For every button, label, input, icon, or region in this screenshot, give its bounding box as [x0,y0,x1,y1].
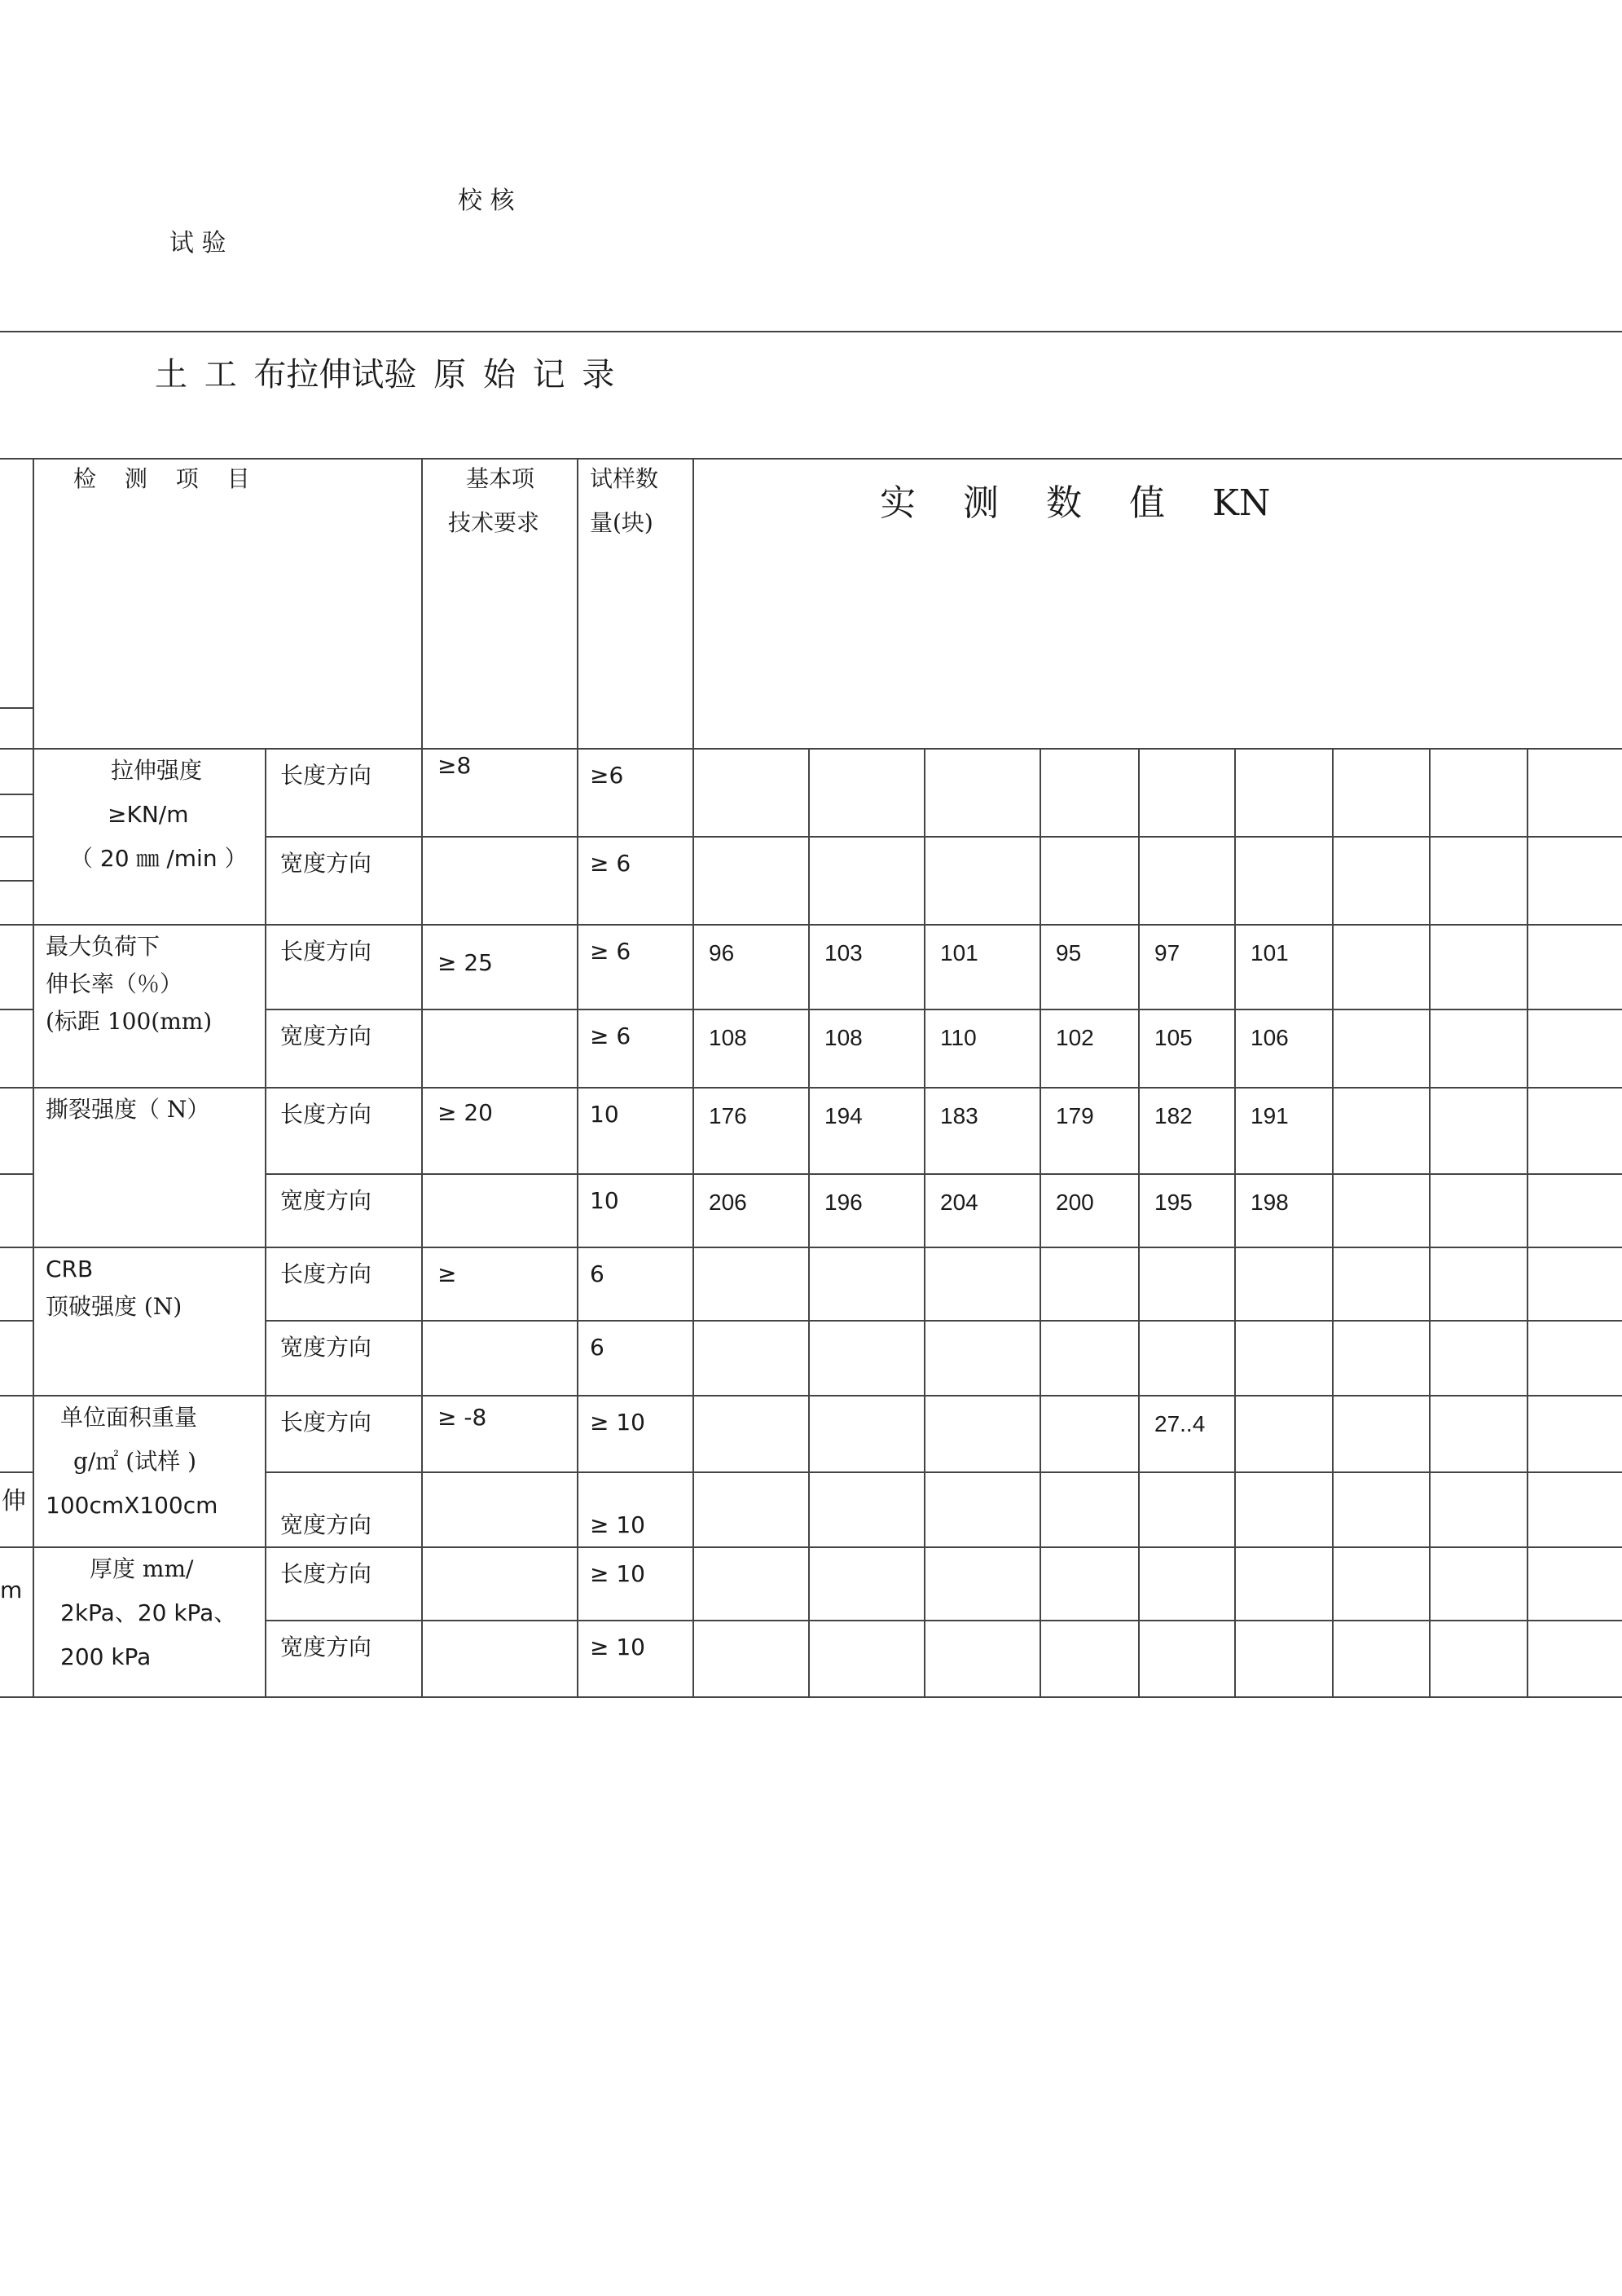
direction-label: 宽度方向 [280,1187,372,1214]
col-border-value [1429,748,1431,1696]
page-title: 土 工 布拉伸试验 原 始 记 录 [155,356,615,394]
item-label-line: g/㎡ (试样 ) [73,1448,197,1475]
row-group-border [33,1087,1622,1089]
item-label-line: ≥KN/m [108,801,189,828]
header-count-line1: 试样数 [590,465,659,492]
row-group-border [33,1546,1622,1548]
header-measured: 实 测 数 值 KN [880,482,1271,524]
left-stub-tick [0,1546,33,1548]
left-stub-tick [0,707,33,709]
left-fragment-2: m [0,1577,23,1603]
col-border-value [1332,748,1334,1696]
col-border-requirement [421,458,423,1696]
row-group-border [33,1395,1622,1397]
item-label-line: 拉伸强度 [111,757,203,784]
measured-value: 101 [1251,940,1289,965]
header-count-line2: 量(块) [590,509,653,536]
sample-count: ≥ 10 [590,1409,645,1436]
col-border-direction [265,748,266,1696]
measured-value: 200 [1056,1190,1094,1215]
measured-value: 194 [824,1103,863,1128]
measured-value: 105 [1154,1025,1193,1050]
row-mid-border [265,1320,1622,1322]
check-label: 校 核 [458,187,515,215]
item-label-line: (标距 100(mm) [46,1008,213,1035]
direction-label: 长度方向 [280,938,372,965]
sample-count: ≥ 10 [590,1560,645,1587]
measured-value: 97 [1154,940,1180,965]
direction-label: 宽度方向 [280,1334,372,1361]
requirement-value: ≥ 25 [437,949,493,976]
col-border-item [33,458,34,1696]
item-label-line: CRB [46,1256,94,1282]
left-stub-tick [0,1395,33,1397]
measured-value: 106 [1251,1025,1289,1050]
row-group-border [33,924,1622,926]
col-border-value [924,748,925,1696]
header-req-line2: 技术要求 [448,509,540,536]
item-label-line: （ 20 ㎜ /min ） [70,845,248,872]
col-border-value [1138,748,1140,1696]
table-bottom-border [0,1696,1622,1698]
measured-value: 102 [1056,1025,1094,1050]
measured-value: 103 [824,940,863,965]
direction-label: 长度方向 [280,1260,372,1287]
sample-count: 10 [590,1187,619,1214]
item-label-line: 厚度 mm/ [90,1555,194,1582]
sample-count: 10 [590,1101,619,1128]
measured-value: 198 [1251,1190,1289,1215]
row-mid-border [265,1173,1622,1175]
row-mid-border [265,1009,1622,1010]
left-stub-tick [0,748,33,750]
sample-count: ≥ 6 [590,1023,631,1049]
header-req-line1: 基本项 [466,465,535,492]
direction-label: 长度方向 [280,1560,372,1587]
direction-label: 宽度方向 [280,1511,372,1538]
sample-count: ≥ 10 [590,1634,645,1660]
col-border-value [1527,748,1528,1696]
item-label-line: 顶破强度 (N) [46,1293,182,1320]
left-stub-tick [0,1696,33,1698]
direction-label: 宽度方向 [280,850,372,877]
item-label-line: 200 kPa [60,1643,152,1670]
left-stub-tick [0,1087,33,1089]
row-mid-border [265,1471,1622,1473]
row-mid-border [265,836,1622,838]
measured-value: 108 [824,1025,863,1050]
direction-label: 长度方向 [280,1101,372,1128]
header-rule [0,331,1622,332]
measured-value: 108 [709,1025,747,1050]
item-label-line: 最大负荷下 [46,933,160,960]
item-label-line: 撕裂强度（ N） [46,1096,210,1123]
measured-value: 191 [1251,1103,1289,1128]
direction-label: 长度方向 [280,1409,372,1436]
table-top-border [0,458,1622,460]
left-fragment-1: 伸 [2,1487,26,1515]
measured-value: 27..4 [1154,1411,1206,1436]
measured-value: 195 [1154,1190,1193,1215]
item-label-line: 2kPa、20 kPa、 [60,1599,237,1626]
col-border-count [577,458,578,1696]
direction-label: 宽度方向 [280,1634,372,1660]
row-mid-border [265,1620,1622,1621]
requirement-value: ≥8 [437,752,472,779]
measured-value: 101 [940,940,978,965]
row-group-border [33,1247,1622,1248]
requirement-value: ≥ [437,1260,457,1287]
requirement-value: ≥ 20 [437,1099,493,1126]
requirement-value: ≥ -8 [437,1404,487,1431]
left-stub-tick [0,794,33,795]
col-border-value [1040,748,1041,1696]
measured-value: 204 [940,1190,978,1215]
measured-value: 206 [709,1190,747,1215]
left-stub-tick [0,924,33,926]
measured-value: 176 [709,1103,747,1128]
sample-count: ≥ 6 [590,850,631,877]
left-stub-tick [0,1173,33,1175]
measured-value: 183 [940,1103,978,1128]
sample-count: ≥6 [590,762,624,789]
measured-value: 196 [824,1190,863,1215]
direction-label: 长度方向 [280,762,372,789]
direction-label: 宽度方向 [280,1023,372,1049]
left-stub-tick [0,836,33,838]
measured-value: 96 [709,940,735,965]
left-stub-tick [0,1471,33,1473]
measured-value: 182 [1154,1103,1193,1128]
sample-count: ≥ 6 [590,938,631,965]
left-stub-tick [0,880,33,882]
col-border-value [1234,748,1236,1696]
left-stub-tick [0,1320,33,1322]
measured-value: 95 [1056,940,1082,965]
sample-count: 6 [590,1334,604,1361]
measured-value: 110 [940,1025,977,1050]
item-label-line: 伸长率（％） [46,970,183,997]
left-stub-tick [0,1247,33,1248]
left-stub-tick [0,1009,33,1010]
item-label-line: 100cmX100cm [46,1492,218,1519]
test-label: 试 验 [169,229,226,257]
col-border-measured [692,458,694,1696]
item-label-line: 单位面积重量 [60,1404,198,1431]
sample-count: ≥ 10 [590,1511,645,1538]
sample-count: 6 [590,1260,604,1287]
col-border-value [808,748,810,1696]
measured-value: 179 [1056,1103,1094,1128]
header-bottom-border [33,748,1622,750]
header-item: 检 测 项 目 [73,465,250,492]
